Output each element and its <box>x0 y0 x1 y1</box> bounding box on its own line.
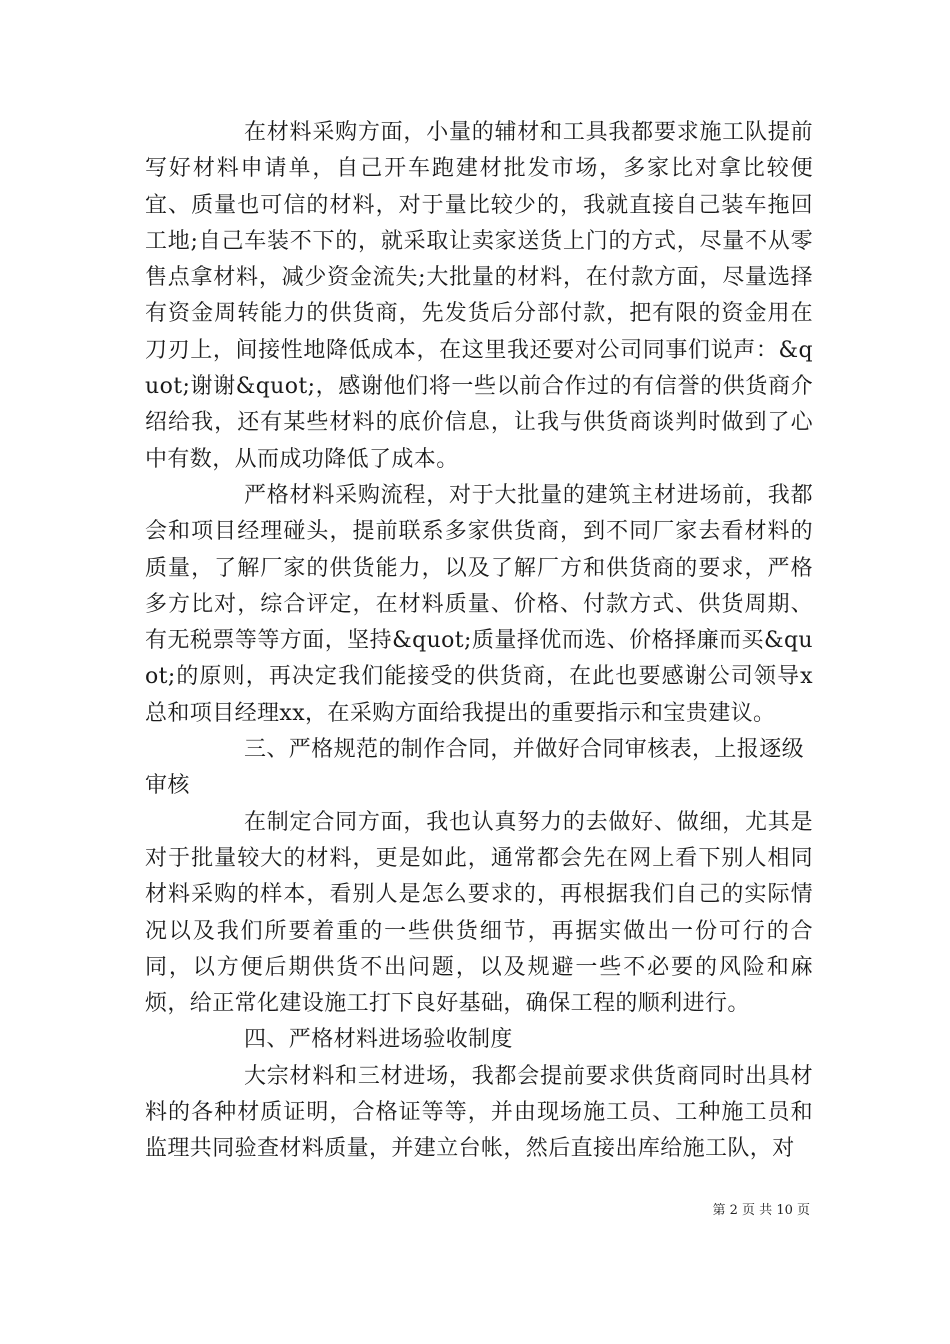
section-heading-acceptance: 四、严格材料进场验收制度 <box>244 1027 513 1053</box>
page-number: 第 2 页 共 10 页 <box>712 1203 810 1218</box>
paragraph-purchasing-process: 严格材料采购流程，对于大批量的建筑主材进场前，我都会和项目经理碰头，提前联系多家供货商，到不同厂家去看材料的质量，了解厂家的供货能力，以及了解厂方和供货商的要求，严格多方比对，综合评定，在材料质量、价格、付款方式、供货周期、有无税票等等方面，坚持&quot;质量择优而选、价格择廉而买&quot;的原则，再决定我们能接受的供货商，在此也要感谢公司领导x总和项目经理xx，在采购方面给我提出的重要指示和宝贵建议。 <box>145 482 813 726</box>
paragraph-acceptance: 大宗材料和三材进场，我都会提前要求供货商同时出具材料的各种材质证明，合格证等等，并由现场施工员、工种施工员和监理共同验查材料质量，并建立台帐，然后直接出库给施工队，对 <box>145 1063 813 1162</box>
section-heading-contracts: 三、严格规范的制作合同，并做好合同审核表，上报逐级审核 <box>145 737 805 799</box>
paragraph-material-purchasing: 在材料采购方面，小量的辅材和工具我都要求施工队提前写好材料申请单，自己开车跑建材批发市场，多家比对拿比较便宜、质量也可信的材料，对于量比较少的，我就直接自己装车拖回工地;自己车装不下的，就采取让卖家送货上门的方式，尽量不从零售点拿材料，减少资金流失;大批量的材料，在付款方面，尽量选择有资金周转能力的供货商，先发货后分部付款，把有限的资金用在刀刃上，间接性地降低成本，在这里我还要对公司同事们说声：&quot;谢谢&quot;，感谢他们将一些以前合作过的有信誉的供货商介绍给我，还有某些材料的底价信息，让我与供货商谈判时做到了心中有数，从而成功降低了成本。 <box>145 120 813 472</box>
paragraph-contracts: 在制定合同方面，我也认真努力的去做好、做细，尤其是对于批量较大的材料，更是如此，通常都会先在网上看下别人相同材料采购的样本，看别人是怎么要求的，再根据我们自己的实际情况以及我们所要着重的一些供货细节，再据实做出一份可行的合同，以方便后期供货不出问题，以及规避一些不必要的风险和麻烦，给正常化建设施工打下良好基础，确保工程的顺利进行。 <box>145 809 813 1017</box>
document-body <box>145 115 813 1168</box>
